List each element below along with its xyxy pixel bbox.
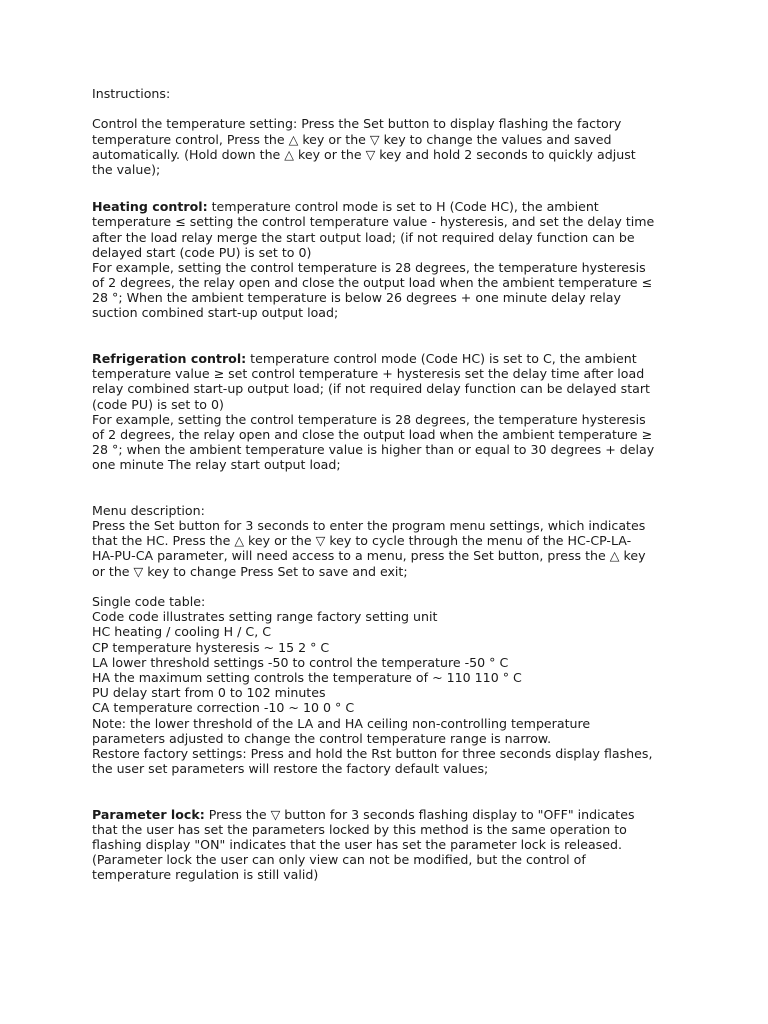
paragraph-line: Note: the lower threshold of the LA and HA ceiling non-controlling temperature xyxy=(92,715,591,731)
parameter-lock-first-line-text: Press the ▽ button for 3 seconds flashing display to "OFF" indicates xyxy=(204,806,635,822)
paragraph-line: (code PU) is set to 0) xyxy=(92,396,224,412)
paragraph-line: For example, setting the control temperature is 28 degrees, the temperature hysteresis xyxy=(92,259,646,275)
paragraph-line: Press the Set button for 3 seconds to enter the program menu settings, which indicates xyxy=(92,518,646,534)
heating-first-line-text: temperature control mode is set to H (Code HC), the ambient xyxy=(207,199,599,215)
paragraph-line: HA the maximum setting controls the temperature of ~ 110 110 ° C xyxy=(92,669,522,685)
code-table-section xyxy=(92,594,682,776)
paragraph-line: Control the temperature setting: Press the Set button to display flashing the factory xyxy=(92,116,622,132)
paragraph-line: that the HC. Press the △ key or the ▽ key to cycle through the menu of the HC-CP-LA- xyxy=(92,533,632,549)
paragraph-line: the user set parameters will restore the factory default values; xyxy=(92,761,489,777)
menu-description-section xyxy=(92,503,682,579)
paragraph-line: of 2 degrees, the relay open and close the output load when the ambient temperature ≥ xyxy=(92,426,653,442)
parameter-lock-section xyxy=(92,807,682,883)
paragraph-line: one minute The relay start output load; xyxy=(92,457,341,473)
paragraph-line: 28 °; When the ambient temperature is below 26 degrees + one minute delay relay xyxy=(92,290,621,306)
paragraph-line: after the load relay merge the start output load; (if not required delay function can be xyxy=(92,229,635,245)
code-table-heading: Single code table: xyxy=(92,594,206,610)
heating-control-title: Heating control: xyxy=(92,199,208,215)
paragraph-line: (Parameter lock the user can only view can not be modified, but the control of xyxy=(92,852,586,868)
paragraph-line: CP temperature hysteresis ~ 15 2 ° C xyxy=(92,639,330,655)
paragraph-line: HC heating / cooling H / C, C xyxy=(92,624,271,640)
refrigeration-control-section xyxy=(92,351,682,473)
menu-description-heading: Menu description: xyxy=(92,502,205,518)
paragraph-line: LA lower threshold settings -50 to control the temperature -50 ° C xyxy=(92,654,509,670)
paragraph-line: Code code illustrates setting range factory setting unit xyxy=(92,609,438,625)
heating-control-section xyxy=(92,199,682,321)
paragraph-line: flashing display "ON" indicates that the user has set the parameter lock is released. xyxy=(92,837,622,853)
paragraph-line: temperature regulation is still valid) xyxy=(92,867,319,883)
refrigeration-first-line xyxy=(92,351,682,366)
paragraph-line: delayed start (code PU) is set to 0) xyxy=(92,244,312,260)
paragraph-line: temperature control, Press the △ key or the ▽ key to change the values and saved xyxy=(92,131,612,147)
paragraph-line: relay combined start-up output load; (if not required delay function can be delayed start xyxy=(92,381,650,397)
parameter-lock-title: Parameter lock: xyxy=(92,806,205,822)
refrigeration-control-title: Refrigeration control: xyxy=(92,351,247,367)
paragraph-line: CA temperature correction -10 ~ 10 0 ° C xyxy=(92,700,355,716)
paragraph-line: 28 °; when the ambient temperature value is higher than or equal to 30 degrees + delay xyxy=(92,442,655,458)
paragraph-line: automatically. (Hold down the △ key or the ▽ key and hold 2 seconds to quickly adjust xyxy=(92,146,636,162)
paragraph-line: the value); xyxy=(92,161,161,177)
refrigeration-first-line-text: temperature control mode (Code HC) is set to C, the ambient xyxy=(246,351,637,367)
control-temperature-paragraph xyxy=(92,116,682,177)
paragraph-line: PU delay start from 0 to 102 minutes xyxy=(92,685,326,701)
heating-first-line xyxy=(92,199,682,214)
parameter-lock-first-line xyxy=(92,807,682,822)
paragraph-line: For example, setting the control temperature is 28 degrees, the temperature hysteresis xyxy=(92,411,646,427)
paragraph-line: or the ▽ key to change Press Set to save and exit; xyxy=(92,563,408,579)
paragraph-line: temperature value ≥ set control temperature + hysteresis set the delay time after load xyxy=(92,366,645,382)
paragraph-line: of 2 degrees, the relay open and close the output load when the ambient temperature ≤ xyxy=(92,275,653,291)
paragraph-line: that the user has set the parameters locked by this method is the same operation to xyxy=(92,821,627,837)
paragraph-line: suction combined start-up output load; xyxy=(92,305,339,321)
document-page xyxy=(92,86,682,883)
paragraph-line: parameters adjusted to change the control temperature range is narrow. xyxy=(92,730,552,746)
paragraph-line: Restore factory settings: Press and hold the Rst button for three seconds display flashes, xyxy=(92,745,653,761)
paragraph-line: HA-PU-CA parameter, will need access to a menu, press the Set button, press the △ key xyxy=(92,548,646,564)
instructions-heading: Instructions: xyxy=(92,86,171,101)
paragraph-line: temperature ≤ setting the control temperature value - hysteresis, and set the delay time xyxy=(92,214,655,230)
